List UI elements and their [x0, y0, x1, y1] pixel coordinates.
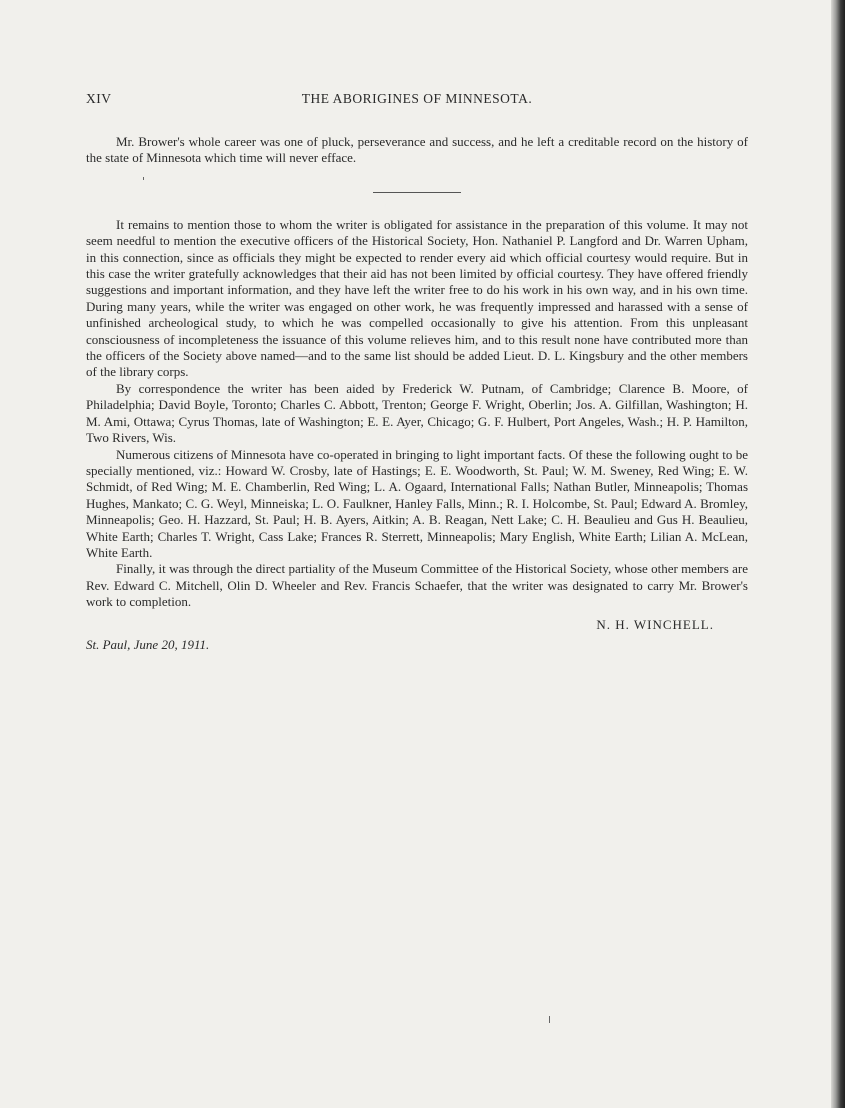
dateline: St. Paul, June 20, 1911. — [86, 636, 210, 652]
scan-binding-edge — [831, 0, 845, 1108]
running-header — [86, 86, 748, 110]
paragraph-minnesota-citizens: Numerous citizens of Minnesota have co-operated in bringing to light important facts. Of these the following ought to be specially mentioned, viz.: Howard W. Crosby, late of Hastings; E. E. Woodworth, St. Paul; W. M. Sweney, Red Wing; E. W. Schmidt, of Red Wing; M. E. Chamberlin, Red Wing; L. A. Ogaard, International Falls; Nathan Butler, Minneapolis; Thomas Hughes, Mankato; C. G. Weyl, Minneiska; L. O. Faulkner, Hanley Falls, Minn.; R. I. Holcombe, St. Paul; Edward A. Bromley, Minneapolis; Geo. H. Hazzard, St. Paul; H. B. Ayers, Aitkin; A. B. Reagan, Nett Lake; C. H. Beaulieu and Gus H. Beaulieu, White Earth; Charles T. Wright, Cass Lake; Frances R. Sterrett, Minneapolis; Mary English, White Earth; Lilian A. McLean, White Earth. — [86, 446, 748, 560]
paragraph-brower-career: Mr. Brower's whole career was one of pluck, perseverance and success, and he left a creditable record on the history of the state of Minnesota which time will never efface. — [86, 134, 748, 166]
body-text — [86, 134, 748, 611]
section-divider-rule — [373, 192, 461, 193]
paragraph-museum-committee: Finally, it was through the direct partiality of the Museum Committee of the Historical Society, whose other members are Rev. Edward C. Mitchell, Olin D. Wheeler and Rev. Francis Schaefer, that the writer was designated to carry Mr. Brower's work to completion. — [86, 561, 748, 610]
scan-speck — [549, 1016, 550, 1023]
scan-speck — [143, 177, 144, 180]
paragraph-correspondents: By correspondence the writer has been aided by Frederick W. Putnam, of Cambridge; Clarence B. Moore, of Philadelphia; David Boyle, Toronto; Charles C. Abbott, Trenton; George F. Wright, Oberlin; Jos. A. Gilfillan, Washington; H. M. Ami, Ottawa; Cyrus Thomas, late of Washington; E. E. Ayer, Chicago; G. F. Hulbert, Port Angeles, Wash.; H. P. Hamilton, Two Rivers, Wis. — [86, 380, 748, 446]
book-page — [86, 86, 748, 653]
page-number: XIV — [86, 91, 112, 106]
paragraph-acknowledgments: It remains to mention those to whom the writer is obligated for assistance in the preparation of this volume. It may not seem needful to mention the executive officers of the Historical Society, Hon. Nathaniel P. Langford and Dr. Warren Upham, in this connection, since as officials they might be expected to render every aid which official courtesy would require. But in this case the writer gratefully acknowledges that their aid has not been limited by official courtesy. They have offered friendly suggestions and important information, and they have left the writer free to do his work in his own way, and in his own time. During many years, while the writer was engaged on other work, he was frequently impressed and harassed with a sense of unfinished archeological study, to which he was compelled occasionally to give his attention. From this unpleasant consciousness of incompleteness the issuance of this volume relieves him, and to this result none have contributed more than the officers of the Society above named—and to the same list should be added Lieut. D. L. Kingsbury and the other members of the library corps. — [86, 216, 748, 380]
running-title: THE ABORIGINES OF MINNESOTA. — [301, 91, 533, 106]
author-signature: N. H. WINCHELL. — [596, 616, 714, 632]
